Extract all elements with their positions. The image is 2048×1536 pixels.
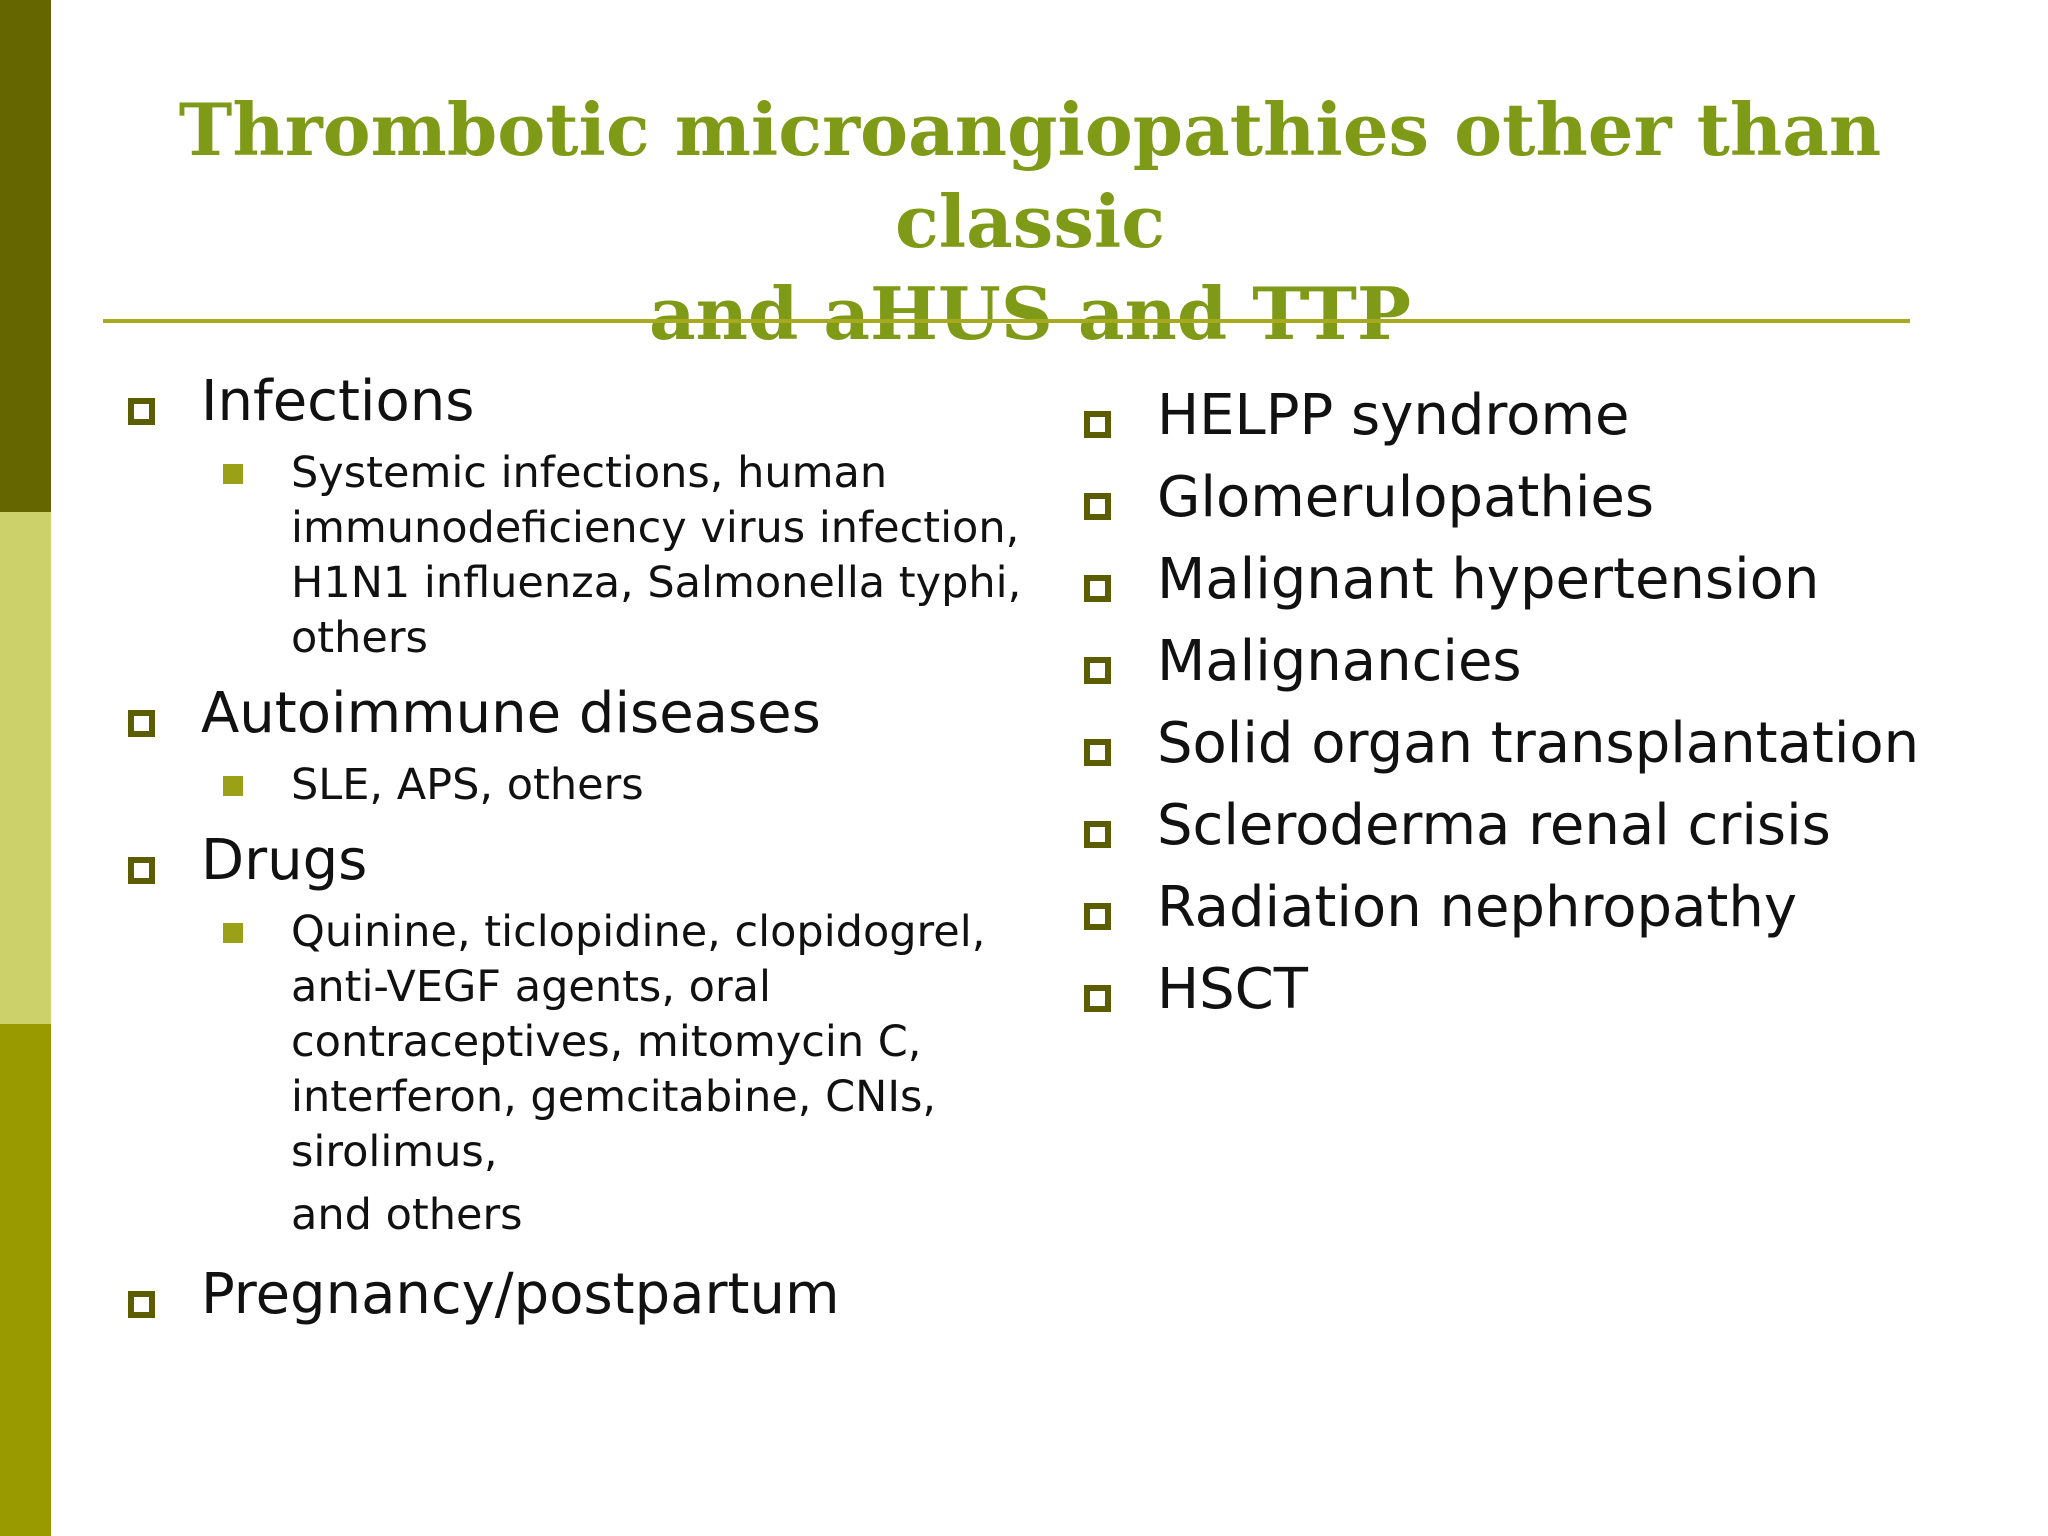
sidebar-segment-olive bbox=[0, 1024, 51, 1536]
hollow-square-bullet-icon bbox=[128, 710, 155, 737]
bullet-malignant-hypertension bbox=[1084, 544, 1984, 616]
bullet-autoimmune-diseases bbox=[128, 678, 1028, 813]
hollow-square-bullet-icon bbox=[1084, 575, 1111, 602]
bullet-solid-organ-transplantation bbox=[1084, 708, 1984, 780]
hollow-square-bullet-icon bbox=[1084, 411, 1111, 438]
sub-bullet-autoimmune bbox=[201, 758, 1028, 813]
bullet-hsct bbox=[1084, 954, 1984, 1026]
hollow-square-bullet-icon bbox=[128, 857, 155, 884]
sub-bullet-drugs bbox=[201, 905, 1028, 1243]
bullet-infections bbox=[128, 366, 1028, 666]
bullet-label: Infections bbox=[201, 369, 475, 434]
bullet-glomerulopathies bbox=[1084, 462, 1984, 534]
bullet-drugs bbox=[128, 825, 1028, 1243]
sub-bullet-tail: and others bbox=[291, 1190, 523, 1240]
sub-bullet-label: Quinine, ticlopidine, clopidogrel, anti-VEGF agents, oral contraceptives, mitomycin C, interferon, gemcitabine, CNIs, sirolimus, bbox=[291, 907, 986, 1177]
sub-bullet-list bbox=[201, 905, 1028, 1243]
filled-square-bullet-icon bbox=[223, 776, 243, 796]
hollow-square-bullet-icon bbox=[1084, 821, 1111, 848]
bullet-label: Autoimmune diseases bbox=[201, 681, 821, 746]
slide-title-line-1: Thrombotic microangiopathies other than classic bbox=[178, 87, 1882, 264]
bullet-malignancies bbox=[1084, 626, 1984, 698]
bullet-label: HSCT bbox=[1157, 957, 1308, 1022]
bullet-label: Pregnancy/postpartum bbox=[201, 1262, 840, 1327]
title-divider bbox=[103, 319, 1910, 323]
sub-bullet-label: Systemic infections, human immunodeficiency virus infection, H1N1 influenza, Salmonella typhi, others bbox=[291, 448, 1022, 663]
hollow-square-bullet-icon bbox=[1084, 657, 1111, 684]
hollow-square-bullet-icon bbox=[1084, 985, 1111, 1012]
bullet-label: Scleroderma renal crisis bbox=[1157, 793, 1831, 858]
sub-bullet-infections bbox=[201, 446, 1028, 666]
bullet-label: HELPP syndrome bbox=[1157, 383, 1630, 448]
hollow-square-bullet-icon bbox=[1084, 493, 1111, 520]
sidebar-segment-dark bbox=[0, 0, 51, 512]
right-bullet-list bbox=[1084, 380, 1984, 1036]
bullet-pregnancy-postpartum bbox=[128, 1259, 1028, 1331]
filled-square-bullet-icon bbox=[223, 464, 243, 484]
bullet-label: Malignancies bbox=[1157, 629, 1522, 694]
sub-bullet-list bbox=[201, 446, 1028, 666]
sub-bullet-list bbox=[201, 758, 1028, 813]
bullet-label: Malignant hypertension bbox=[1157, 547, 1820, 612]
bullet-scleroderma-renal-crisis bbox=[1084, 790, 1984, 862]
sidebar-segment-light bbox=[0, 512, 51, 1024]
bullet-radiation-nephropathy bbox=[1084, 872, 1984, 944]
hollow-square-bullet-icon bbox=[1084, 739, 1111, 766]
slide-title-line-2: and aHUS and TTP bbox=[648, 271, 1412, 356]
hollow-square-bullet-icon bbox=[128, 1291, 155, 1318]
sub-bullet-label: SLE, APS, others bbox=[291, 760, 644, 810]
bullet-helpp-syndrome bbox=[1084, 380, 1984, 452]
hollow-square-bullet-icon bbox=[128, 398, 155, 425]
bullet-label: Drugs bbox=[201, 828, 368, 893]
bullet-label: Glomerulopathies bbox=[1157, 465, 1655, 530]
filled-square-bullet-icon bbox=[223, 923, 243, 943]
bullet-label: Radiation nephropathy bbox=[1157, 875, 1797, 940]
left-bullet-list bbox=[128, 366, 1028, 1331]
bullet-label: Solid organ transplantation bbox=[1157, 711, 1920, 776]
hollow-square-bullet-icon bbox=[1084, 903, 1111, 930]
